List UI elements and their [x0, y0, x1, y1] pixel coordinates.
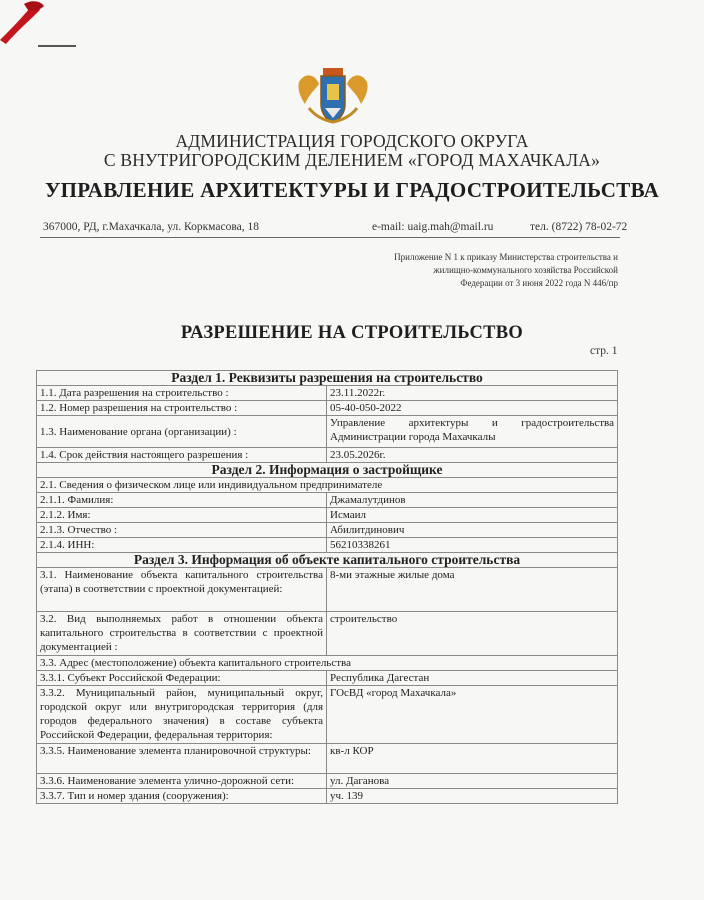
appendix-note — [358, 251, 618, 290]
field-label: 3.2. Вид выполняемых работ в отношении объекта капитального строительства в соответствии с проектной документацией : — [37, 612, 327, 656]
field-value: Республика Дагестан — [327, 671, 618, 686]
field-label: 3.3.5. Наименование элемента планировочной структуры: — [37, 744, 327, 774]
field-label: 3.1. Наименование объекта капитального строительства (этапа) в соответствии с проектной документацией: — [37, 568, 327, 612]
field-value: 8-ми этажные жилые дома — [327, 568, 618, 612]
table-row — [37, 789, 618, 804]
table-row — [37, 744, 618, 774]
field-label: 1.2. Номер разрешения на строительство : — [37, 401, 327, 416]
field-value: строительство — [327, 612, 618, 656]
field-label: 1.4. Срок действия настоящего разрешения : — [37, 448, 327, 463]
field-label: 3.3.7. Тип и номер здания (сооружения): — [37, 789, 327, 804]
red-ribbon — [0, 0, 48, 48]
coat-of-arms-icon — [295, 64, 371, 124]
field-label: 2.1.4. ИНН: — [37, 538, 327, 553]
field-label: 2.1.3. Отчество : — [37, 523, 327, 538]
field-value: Джамалутдинов — [327, 493, 618, 508]
field-value: 23.05.2026г. — [327, 448, 618, 463]
table-row — [37, 523, 618, 538]
field-value: Абилитдинович — [327, 523, 618, 538]
subheading: 2.1. Сведения о физическом лице или индивидуальном предпринимателе — [37, 478, 618, 493]
section3-title: Раздел 3. Информация об объекте капитального строительства — [37, 553, 618, 568]
table-row — [37, 478, 618, 493]
field-value: ГОсВД «город Махачкала» — [327, 686, 618, 744]
table-row — [37, 656, 618, 671]
field-value: уч. 139 — [327, 789, 618, 804]
field-label: 3.3.6. Наименование элемента улично-дорожной сети: — [37, 774, 327, 789]
table-row — [37, 401, 618, 416]
field-value: кв-л КОР — [327, 744, 618, 774]
field-label: 2.1.1. Фамилия: — [37, 493, 327, 508]
appendix-line: Федерации от 3 июня 2022 года N 446/пр — [460, 278, 618, 288]
header-divider — [40, 237, 620, 238]
table-row — [37, 568, 618, 612]
table-row — [37, 686, 618, 744]
section-header-row — [37, 553, 618, 568]
table-row — [37, 671, 618, 686]
field-label: 3.3.1. Субъект Российской Федерации: — [37, 671, 327, 686]
table-row — [37, 448, 618, 463]
section-header-row — [37, 463, 618, 478]
page-number: стр. 1 — [590, 345, 618, 357]
table-row — [37, 493, 618, 508]
section1-title: Раздел 1. Реквизиты разрешения на строительство — [37, 371, 618, 386]
phone-contact: тел. (8722) 78-02-72 — [530, 221, 628, 233]
scan-mark — [38, 45, 76, 47]
org-name-line2: С ВНУТРИГОРОДСКИМ ДЕЛЕНИЕМ «ГОРОД МАХАЧКАЛА» — [103, 150, 601, 170]
field-value: Управление архитектуры и градостроительства Администрации города Махачкалы — [327, 416, 618, 448]
department-name: УПРАВЛЕНИЕ АРХИТЕКТУРЫ И ГРАДОСТРОИТЕЛЬСТВА — [44, 178, 660, 202]
field-value: 23.11.2022г. — [327, 386, 618, 401]
postal-address: 367000, РД, г.Махачкала, ул. Коркмасова, 18 — [43, 221, 259, 233]
email-contact: e-mail: uaig.mah@mail.ru — [372, 221, 494, 233]
field-value: ул. Даганова — [327, 774, 618, 789]
field-label: 3.3.2. Муниципальный район, муниципальный округ, городской округ или внутригородская территория (для городов федерального значения) в составе субъекта Российской Федерации, федеральная территория: — [37, 686, 327, 744]
table-row — [37, 508, 618, 523]
org-name-line1: АДМИНИСТРАЦИЯ ГОРОДСКОГО ОКРУГА — [175, 131, 529, 151]
appendix-line: Приложение N 1 к приказу Министерства строительства и — [394, 252, 618, 262]
permit-table — [36, 370, 618, 804]
subheading: 3.3. Адрес (местоположение) объекта капитального строительства — [37, 656, 618, 671]
field-label: 1.3. Наименование органа (организации) : — [37, 416, 327, 448]
field-value: Исмаил — [327, 508, 618, 523]
field-label: 1.1. Дата разрешения на строительство : — [37, 386, 327, 401]
section2-title: Раздел 2. Информация о застройщике — [37, 463, 618, 478]
field-label: 2.1.2. Имя: — [37, 508, 327, 523]
table-row — [37, 612, 618, 656]
table-row — [37, 386, 618, 401]
table-row — [37, 416, 618, 448]
table-row — [37, 538, 618, 553]
field-value: 05-40-050-2022 — [327, 401, 618, 416]
section-header-row — [37, 371, 618, 386]
field-value: 56210338261 — [327, 538, 618, 553]
table-row — [37, 774, 618, 789]
appendix-line: жилищно-коммунального хозяйства Российской — [433, 265, 618, 275]
document-title: РАЗРЕШЕНИЕ НА СТРОИТЕЛЬСТВО — [180, 323, 524, 343]
